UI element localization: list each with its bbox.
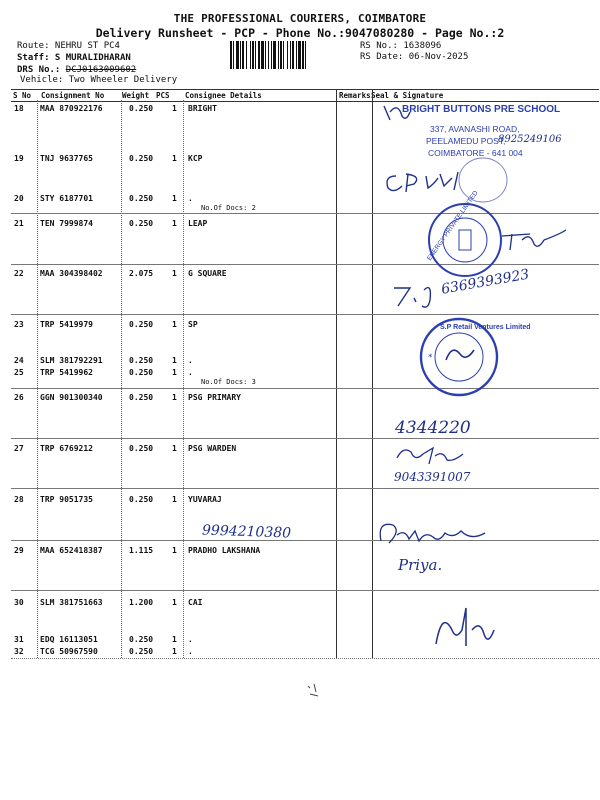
stamp-text: COIMBATORE - 641 004 <box>428 148 523 158</box>
row-consignee: . <box>188 635 193 644</box>
row-weight: 0.250 <box>129 368 154 377</box>
row-pcs: 1 <box>172 154 177 163</box>
row-sno: 29 <box>14 546 24 555</box>
column-divider <box>336 89 337 658</box>
row-divider <box>11 658 599 659</box>
row-consignment: MAA 304398402 <box>40 269 103 278</box>
row-consignment: SLM 381792291 <box>40 356 103 365</box>
row-pcs: 1 <box>172 356 177 365</box>
row-consignment: TNJ 9637765 <box>40 154 93 163</box>
row-consignee: . <box>188 368 193 377</box>
barcode-bar <box>246 41 247 69</box>
rs-date: RS Date: 06-Nov-2025 <box>360 52 469 62</box>
row-consignee: G SQUARE <box>188 269 227 278</box>
row-consignee: PSG WARDEN <box>188 444 237 453</box>
column-divider <box>372 89 373 658</box>
row-sno: 27 <box>14 444 24 453</box>
vehicle-label: Vehicle: Two Wheeler Delivery <box>20 75 178 85</box>
row-divider <box>11 264 599 265</box>
row-consignee: . <box>188 356 193 365</box>
row-weight: 0.250 <box>129 356 154 365</box>
row-pcs: 1 <box>172 269 177 278</box>
column-divider <box>183 100 184 658</box>
drs-label: DRS No.: <box>17 65 61 75</box>
stamp-text: ENERGY PRIVATE LIMITED <box>426 189 480 263</box>
barcode-bar <box>283 41 284 69</box>
barcode-bar <box>258 41 260 69</box>
row-consignee: LEAP <box>188 219 208 228</box>
barcode-bar <box>255 41 256 69</box>
staff-label: Staff: S MURALIDHARAN <box>17 53 131 63</box>
docs-count: No.Of Docs: 2 <box>201 204 256 212</box>
row-pcs: 1 <box>172 635 177 644</box>
docs-count: No.Of Docs: 3 <box>201 378 256 386</box>
stamp-text: 337, AVANASHI ROAD, <box>430 124 520 134</box>
row-consignment: TRP 6769212 <box>40 444 93 453</box>
signature-mark <box>380 100 440 124</box>
col-pcs: PCS <box>156 91 170 100</box>
route-label: Route: NEHRU ST PC4 <box>17 41 120 51</box>
table-header <box>11 89 599 102</box>
col-remarks: Remarks <box>339 91 371 100</box>
drs-number <box>17 65 136 75</box>
scan-mark <box>304 680 324 700</box>
signature-mark <box>500 222 570 252</box>
row-consignee: PSG PRIMARY <box>188 393 241 402</box>
row-pcs: 1 <box>172 598 177 607</box>
row-pcs: 1 <box>172 194 177 203</box>
col-weight: Weight <box>122 91 150 100</box>
row-weight: 0.250 <box>129 194 154 203</box>
row-weight: 0.250 <box>129 393 154 402</box>
col-consignee: Consignee Details <box>185 91 262 100</box>
row-consignment: MAA 870922176 <box>40 104 103 113</box>
row-sno: 30 <box>14 598 24 607</box>
handwritten-phone: 6369393923 <box>440 266 531 298</box>
row-weight: 0.250 <box>129 320 154 329</box>
row-weight: 1.115 <box>129 546 154 555</box>
barcode-bar <box>242 41 244 69</box>
stamp-text: BRIGHT BUTTONS PRE SCHOOL <box>402 104 561 115</box>
row-weight: 1.200 <box>129 598 154 607</box>
barcode-bar <box>296 41 297 69</box>
barcode-bar <box>302 41 304 69</box>
row-consignment: SLM 381751663 <box>40 598 103 607</box>
row-pcs: 1 <box>172 647 177 656</box>
row-divider <box>11 488 599 489</box>
signature-mark <box>432 600 502 654</box>
barcode-bar <box>271 41 272 69</box>
barcode-bar <box>278 41 279 69</box>
signature-mark <box>378 156 528 206</box>
col-consignment: Consignment No <box>41 91 105 100</box>
barcode-bar <box>250 41 251 69</box>
handwritten-phone: 8925249106 <box>498 134 562 145</box>
barcode-bar <box>230 41 232 69</box>
row-consignment: TCG 50967590 <box>40 647 98 656</box>
row-weight: 2.075 <box>129 269 154 278</box>
row-weight: 0.250 <box>129 647 154 656</box>
row-divider <box>11 540 599 541</box>
handwritten-phone: 4344220 <box>395 418 471 438</box>
col-sno: S No <box>13 91 32 100</box>
row-consignee: CAI <box>188 598 203 607</box>
row-weight: 0.250 <box>129 154 154 163</box>
col-seal: Seal & Signature <box>371 91 444 100</box>
row-sno: 32 <box>14 647 24 656</box>
row-sno: 21 <box>14 219 24 228</box>
row-divider <box>11 314 599 315</box>
row-consignee: SP <box>188 320 198 329</box>
row-pcs: 1 <box>172 444 177 453</box>
barcode-bar <box>252 41 254 69</box>
row-divider <box>11 590 599 591</box>
row-consignment: TRP 5419962 <box>40 368 93 377</box>
barcode-bar <box>305 41 306 69</box>
barcode-bar <box>240 41 241 69</box>
barcode-bar <box>292 41 294 69</box>
row-consignment: TEN 7999874 <box>40 219 93 228</box>
barcode-bar <box>236 41 239 69</box>
barcode-bar <box>273 41 276 69</box>
row-weight: 0.250 <box>129 495 154 504</box>
row-consignment: MAA 652418387 <box>40 546 103 555</box>
row-divider <box>11 213 599 214</box>
row-consignee: . <box>188 194 193 203</box>
row-pcs: 1 <box>172 219 177 228</box>
row-sno: 26 <box>14 393 24 402</box>
row-consignee: . <box>188 647 193 656</box>
row-sno: 20 <box>14 194 24 203</box>
row-sno: 24 <box>14 356 24 365</box>
barcode-bar <box>261 41 264 69</box>
svg-text:*: * <box>428 353 433 363</box>
barcode-bar <box>233 41 234 69</box>
barcode-bar <box>265 41 266 69</box>
row-sno: 31 <box>14 635 24 644</box>
runsheet-subtitle: Delivery Runsheet - PCP - Phone No.:9047080280 - Page No.:2 <box>95 26 505 40</box>
rs-number: RS No.: 1638096 <box>360 41 442 51</box>
row-pcs: 1 <box>172 368 177 377</box>
row-pcs: 1 <box>172 320 177 329</box>
row-consignment: STY 6187701 <box>40 194 93 203</box>
stamp-text: S.P Retail Ventures Limited <box>440 324 531 331</box>
drs-value: DCJ0163009602 <box>65 65 137 75</box>
row-divider <box>11 438 599 439</box>
barcode-image <box>230 41 353 69</box>
row-consignment: EDQ 16113051 <box>40 635 98 644</box>
row-consignment: TRP 5419979 <box>40 320 93 329</box>
barcode-bar <box>287 41 288 69</box>
row-sno: 19 <box>14 154 24 163</box>
row-consignee: YUVARAJ <box>188 495 222 504</box>
signature-mark <box>393 440 473 468</box>
company-title: THE PROFESSIONAL COURIERS, COIMBATORE <box>173 12 427 25</box>
row-weight: 0.250 <box>129 219 154 228</box>
row-weight: 0.250 <box>129 635 154 644</box>
row-divider <box>11 388 599 389</box>
row-consignment: TRP 9051735 <box>40 495 93 504</box>
barcode-bar <box>298 41 301 69</box>
handwritten-phone: 9994210380 <box>201 522 292 542</box>
row-sno: 18 <box>14 104 24 113</box>
row-weight: 0.250 <box>129 444 154 453</box>
row-sno: 23 <box>14 320 24 329</box>
row-pcs: 1 <box>172 393 177 402</box>
row-consignee: BRIGHT <box>188 104 217 113</box>
barcode-bar <box>280 41 282 69</box>
row-pcs: 1 <box>172 546 177 555</box>
stamp-text: PEELAMEDU POST, <box>426 136 506 146</box>
signature-mark <box>375 515 505 551</box>
column-divider <box>37 100 38 658</box>
row-pcs: 1 <box>172 104 177 113</box>
column-divider <box>121 100 122 658</box>
row-consignee: PRADHO LAKSHANA <box>188 546 261 555</box>
barcode-bar <box>290 41 291 69</box>
row-pcs: 1 <box>172 495 177 504</box>
row-sno: 22 <box>14 269 24 278</box>
row-sno: 28 <box>14 495 24 504</box>
handwritten-phone: 9043391007 <box>394 470 471 484</box>
barcode-bar <box>268 41 269 69</box>
row-weight: 0.250 <box>129 104 154 113</box>
row-consignee: KCP <box>188 154 203 163</box>
row-consignment: GGN 901300340 <box>40 393 103 402</box>
handwritten-name: Priya. <box>398 556 443 574</box>
row-sno: 25 <box>14 368 24 377</box>
